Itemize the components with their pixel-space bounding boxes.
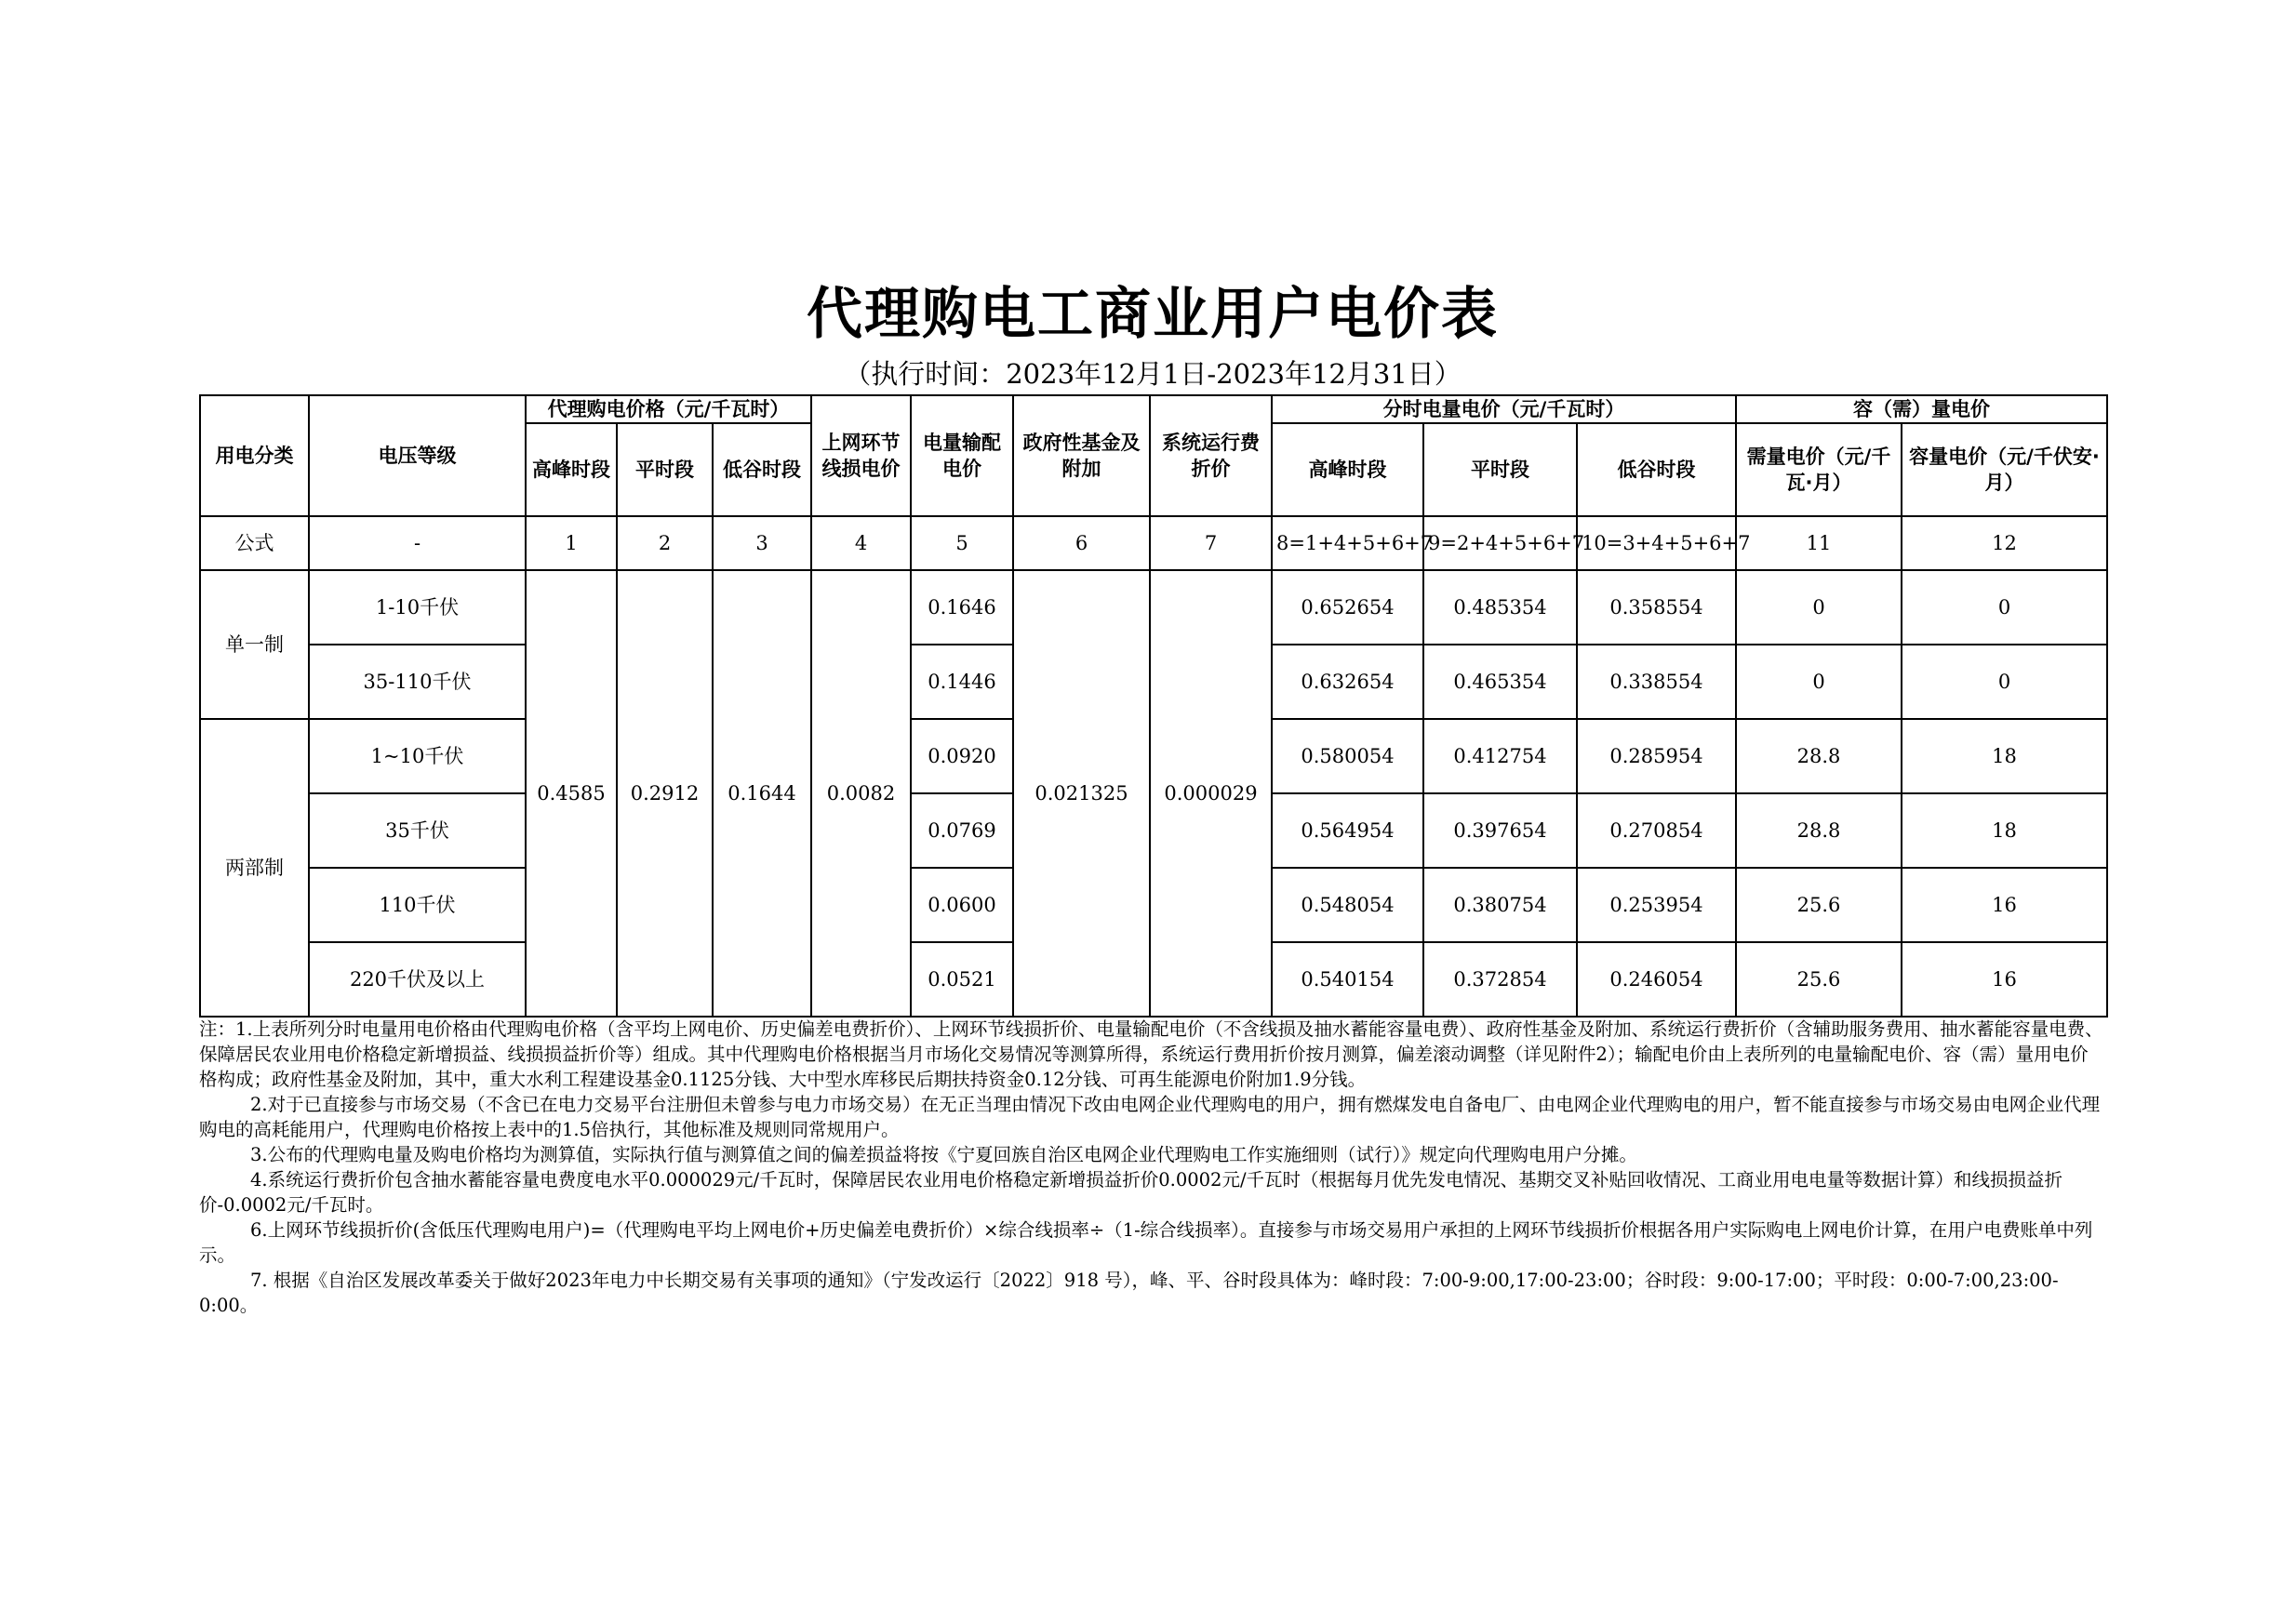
formula-cell: 2 xyxy=(617,516,713,570)
demand-cell: 25.6 xyxy=(1736,942,1902,1017)
header-category: 用电分类 xyxy=(200,395,309,516)
formula-row xyxy=(200,516,2107,570)
transmission-cell: 0.0920 xyxy=(911,719,1013,793)
price-table xyxy=(199,394,2108,1018)
gov-fund-cell: 0.021325 xyxy=(1013,570,1150,1017)
agent-peak-cell: 0.4585 xyxy=(526,570,617,1017)
formula-cell: 8=1+4+5+6+7 xyxy=(1272,516,1423,570)
header-tou-peak: 高峰时段 xyxy=(1272,423,1423,516)
tou-flat-cell: 0.380754 xyxy=(1423,868,1577,942)
formula-cell: 3 xyxy=(713,516,811,570)
header-agent-flat: 平时段 xyxy=(617,423,713,516)
note-6: 6.上网环节线损折价(含低压代理购电用户)=（代理购电平均上网电价+历史偏差电费折价）×综合线损率÷（1-综合线损率）。直接参与市场交易用户承担的上网环节线损折价根据各用户实际购电上网电价计算，在用户电费账单中列示。 xyxy=(199,1219,2093,1266)
formula-cell: 1 xyxy=(526,516,617,570)
header-gov-fund: 政府性基金及附加 xyxy=(1013,395,1150,516)
transmission-cell: 0.0521 xyxy=(911,942,1013,1017)
transmission-cell: 0.0600 xyxy=(911,868,1013,942)
voltage-cell: 110千伏 xyxy=(309,868,526,942)
voltage-cell: 35-110千伏 xyxy=(309,645,526,719)
tou-flat-cell: 0.412754 xyxy=(1423,719,1577,793)
header-capacity: 容（需）量电价 xyxy=(1736,395,2107,423)
formula-voltage: - xyxy=(309,516,526,570)
tou-flat-cell: 0.372854 xyxy=(1423,942,1577,1017)
demand-cell: 0 xyxy=(1736,570,1902,645)
header-system-cost: 系统运行费折价 xyxy=(1150,395,1272,516)
tou-peak-cell: 0.632654 xyxy=(1272,645,1423,719)
tou-flat-cell: 0.485354 xyxy=(1423,570,1577,645)
group-two-part: 两部制 xyxy=(200,719,309,1017)
formula-label: 公式 xyxy=(200,516,309,570)
header-capacity-price: 容量电价（元/千伏安·月） xyxy=(1902,423,2107,516)
page-subtitle: （执行时间：2023年12月1日-2023年12月31日） xyxy=(844,358,1462,390)
tou-peak-cell: 0.652654 xyxy=(1272,570,1423,645)
demand-cell: 0 xyxy=(1736,645,1902,719)
capacity-cell: 18 xyxy=(1902,719,2107,793)
formula-cell: 9=2+4+5+6+7 xyxy=(1423,516,1577,570)
table-row xyxy=(200,570,2107,645)
notes-section xyxy=(199,1017,2106,1318)
header-transmission: 电量输配电价 xyxy=(911,395,1013,516)
transmission-cell: 0.1646 xyxy=(911,570,1013,645)
header-tou-valley: 低谷时段 xyxy=(1577,423,1736,516)
transmission-cell: 0.1446 xyxy=(911,645,1013,719)
formula-cell: 11 xyxy=(1736,516,1902,570)
tou-peak-cell: 0.580054 xyxy=(1272,719,1423,793)
formula-cell: 6 xyxy=(1013,516,1150,570)
agent-flat-cell: 0.2912 xyxy=(617,570,713,1017)
agent-valley-cell: 0.1644 xyxy=(713,570,811,1017)
header-demand-price: 需量电价（元/千瓦·月） xyxy=(1736,423,1902,516)
formula-cell: 5 xyxy=(911,516,1013,570)
header-tou-flat: 平时段 xyxy=(1423,423,1577,516)
capacity-cell: 16 xyxy=(1902,942,2107,1017)
tou-valley-cell: 0.253954 xyxy=(1577,868,1736,942)
header-voltage: 电压等级 xyxy=(309,395,526,516)
demand-cell: 28.8 xyxy=(1736,793,1902,868)
header-tou-price: 分时电量电价（元/千瓦时） xyxy=(1272,395,1736,423)
header-agent-valley: 低谷时段 xyxy=(713,423,811,516)
tou-peak-cell: 0.548054 xyxy=(1272,868,1423,942)
formula-cell: 12 xyxy=(1902,516,2107,570)
transmission-cell: 0.0769 xyxy=(911,793,1013,868)
formula-cell: 10=3+4+5+6+7 xyxy=(1577,516,1736,570)
tou-flat-cell: 0.465354 xyxy=(1423,645,1577,719)
formula-cell: 4 xyxy=(811,516,911,570)
group-single: 单一制 xyxy=(200,570,309,719)
note-3: 3.公布的代理购电量及购电价格均为测算值，实际执行值与测算值之间的偏差损益将按《宁夏回族自治区电网企业代理购电工作实施细则（试行）》规定向代理购电用户分摊。 xyxy=(250,1144,1637,1165)
tou-valley-cell: 0.285954 xyxy=(1577,719,1736,793)
tou-valley-cell: 0.246054 xyxy=(1577,942,1736,1017)
demand-cell: 25.6 xyxy=(1736,868,1902,942)
tou-peak-cell: 0.540154 xyxy=(1272,942,1423,1017)
tou-valley-cell: 0.358554 xyxy=(1577,570,1736,645)
voltage-cell: 220千伏及以上 xyxy=(309,942,526,1017)
note-2: 2.对于已直接参与市场交易（不含已在电力交易平台注册但未曾参与电力市场交易）在无正当理由情况下改由电网企业代理购电的用户，拥有燃煤发电自备电厂、由电网企业代理购电的用户，暂不能直接参与市场交易由电网企业代理购电的高耗能用户，代理购电价格按上表中的1.5倍执行，其他标准及规则同常规用户。 xyxy=(199,1094,2101,1140)
tou-peak-cell: 0.564954 xyxy=(1272,793,1423,868)
header-loss: 上网环节线损电价 xyxy=(811,395,911,516)
system-cost-cell: 0.000029 xyxy=(1150,570,1272,1017)
capacity-cell: 16 xyxy=(1902,868,2107,942)
voltage-cell: 1-10千伏 xyxy=(309,570,526,645)
tou-valley-cell: 0.338554 xyxy=(1577,645,1736,719)
loss-cell: 0.0082 xyxy=(811,570,911,1017)
page-title: 代理购电工商业用户电价表 xyxy=(807,282,1499,347)
note-7: 7. 根据《自治区发展改革委关于做好2023年电力中长期交易有关事项的通知》（宁发改运行〔2022〕918 号），峰、平、谷时段具体为：峰时段：7:00-9:00,17:00-23:00；谷时段：9:00-17:00；平时段：0:00-7:00,23:00-0:00。 xyxy=(199,1270,2059,1316)
voltage-cell: 35千伏 xyxy=(309,793,526,868)
tou-flat-cell: 0.397654 xyxy=(1423,793,1577,868)
demand-cell: 28.8 xyxy=(1736,719,1902,793)
note-1: 注：1.上表所列分时电量用电价格由代理购电价格（含平均上网电价、历史偏差电费折价）、上网环节线损折价、电量输配电价（不含线损及抽水蓄能容量电费）、政府性基金及附加、系统运行费折价（含辅助服务费用、抽水蓄能容量电费、保障居民农业用电价格稳定新增损益、线损损益折价等）组成。其中代理购电价格根据当月市场化交易情况等测算所得，系统运行费用折价按月测算，偏差滚动调整（详见附件2）；输配电价由上表所列的电量输配电价、容（需）量用电价格构成；政府性基金及附加，其中，重大水利工程建设基金0.1125分钱、大中型水库移民后期扶持资金0.12分钱、可再生能源电价附加1.9分钱。 xyxy=(199,1018,2103,1090)
voltage-cell: 1~10千伏 xyxy=(309,719,526,793)
capacity-cell: 18 xyxy=(1902,793,2107,868)
formula-cell: 7 xyxy=(1150,516,1272,570)
capacity-cell: 0 xyxy=(1902,570,2107,645)
header-agent-peak: 高峰时段 xyxy=(526,423,617,516)
header-agent-price: 代理购电价格（元/千瓦时） xyxy=(526,395,811,423)
header-row-1 xyxy=(200,395,2107,423)
tou-valley-cell: 0.270854 xyxy=(1577,793,1736,868)
capacity-cell: 0 xyxy=(1902,645,2107,719)
note-4: 4.系统运行费折价包含抽水蓄能容量电费度电水平0.000029元/千瓦时，保障居民农业用电价格稳定新增损益折价0.0002元/千瓦时（根据每月优先发电情况、基期交叉补贴回收情况、工商业用电电量等数据计算）和线损损益折价-0.0002元/千瓦时。 xyxy=(199,1169,2063,1216)
